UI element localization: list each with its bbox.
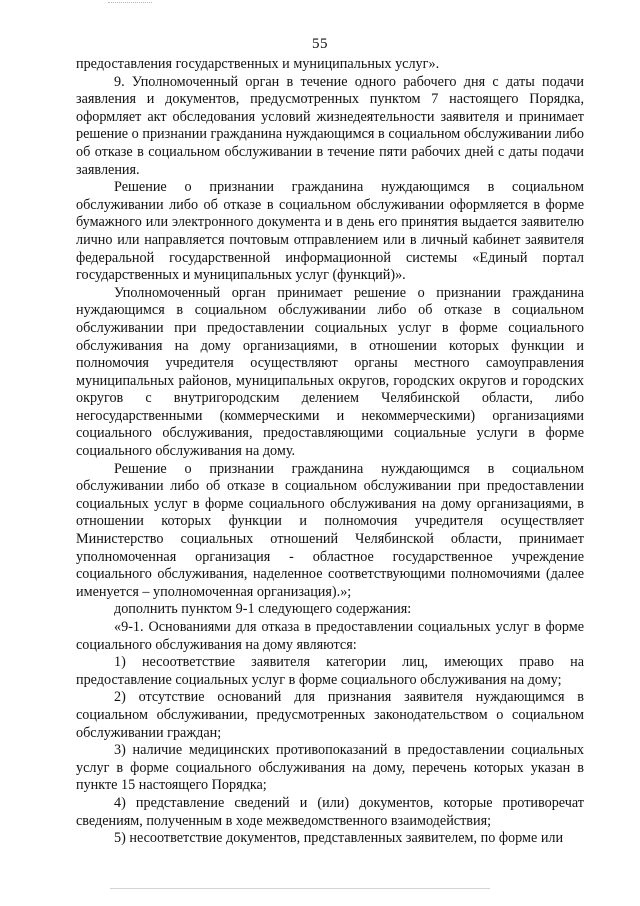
scan-artifact-bottom: [110, 888, 490, 889]
list-item-2: 2) отсутствие оснований для признания заявителя нуждающимся в социальном обслуживании, предусмотренных законодательством о социальном обслуживании граждан;: [76, 689, 584, 741]
paragraph-continuation: предоставления государственных и муниципальных услуг».: [76, 56, 440, 72]
scan-artifact-top: [108, 2, 152, 9]
list-item-3: 3) наличие медицинских противопоказаний в предоставлении социальных услуг в форме социального обслуживания на дому, перечень которых указан в пункте 15 настоящего Порядка;: [76, 742, 584, 794]
list-item-1: 1) несоответствие заявителя категории лиц, имеющих право на предоставление социальных услуг в форме социального обслуживания на дому;: [76, 654, 584, 688]
paragraph-decision-form: Решение о признании гражданина нуждающимся в социальном обслуживании либо об отказе в социальном обслуживании оформляется в форме бумажного или электронного документа и в день его принятия выдается заявителю лично или направляется почтовым отправлением или в личный кабинет заявителя федеральной государственной информационной системы «Единый портал государственных и муниципальных услуг (функций)».: [76, 179, 584, 284]
paragraph-item-9-1: «9-1. Основаниями для отказа в предоставлении социальных услуг в форме социального обслуживания на дому являются:: [76, 619, 584, 653]
paragraph-authorized-body: Уполномоченный орган принимает решение о признании гражданина нуждающимся в социальном обслуживании либо об отказе в социальном обслуживании при предоставлении социальных услуг в форме социального обслуживания на дому организациями, в отношении которых функции и полномочия учредителя осуществляют органы местного самоуправления муниципальных районов, муниципальных округов, городских округов и городских округов с внутригородским делением Челябинской области, либо негосударственными (коммерческими и некоммерческими) организациями социального обслуживания, предоставляющими социальные услуги в форме социального обслуживания на дому.: [76, 284, 584, 460]
document-body: [76, 56, 584, 848]
paragraph-amendment: дополнить пунктом 9-1 следующего содержания:: [114, 601, 412, 618]
paragraph-authorized-organization: Решение о признании гражданина нуждающимся в социальном обслуживании либо об отказе в социальном обслуживании при предоставлении социальных услуг в форме социального обслуживания на дому организациями, в отношении которых функции и полномочия учредителя осуществляет Министерство социальных отношений Челябинской области, принимает уполномоченная организация - областное государственное учреждение социального обслуживания, наделенное соответствующими полномочиями (далее именуется – уполномоченная организация).»;: [76, 460, 584, 600]
list-item-5: 5) несоответствие документов, представленных заявителем, по форме или: [114, 830, 564, 847]
list-item-4: 4) представление сведений и (или) документов, которые противоречат сведениям, полученным в ходе межведомственного взаимодействия;: [76, 794, 584, 829]
page-number: 55: [312, 36, 328, 52]
paragraph-item-9: 9. Уполномоченный орган в течение одного рабочего дня с даты подачи заявления и документов, предусмотренных пунктом 7 настоящего Порядка, оформляет акт обследования условий жизнедеятельности заявителя и принимает решение о признании гражданина нуждающимся в социальном обслуживании либо об отказе в социальном обслуживании в течение пяти рабочих дней с даты подачи заявления.: [76, 73, 584, 178]
